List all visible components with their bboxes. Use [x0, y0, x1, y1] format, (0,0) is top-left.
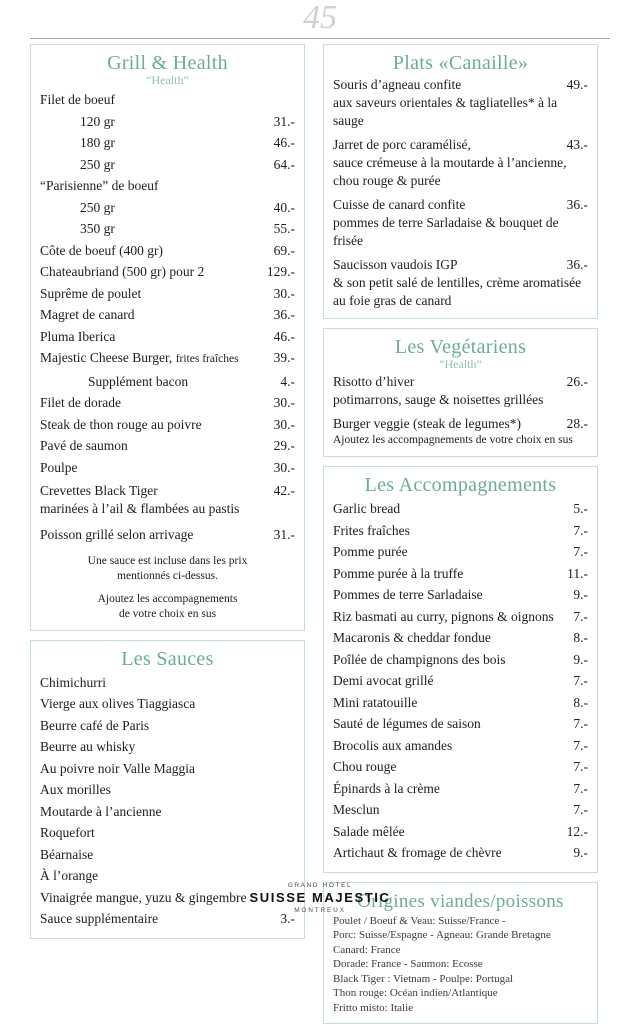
menu-row [40, 672, 295, 694]
footer-line-city: MONTREUX [0, 906, 640, 916]
origin-line: Porc: Suisse/Espagne - Agneau: Grande Bretagne [333, 928, 588, 943]
item-name: Poîlée de champignons des bois [333, 649, 573, 671]
section-title: Grill & Health [40, 51, 295, 76]
item-name: Chimichurri [40, 672, 295, 694]
menu-row [40, 154, 295, 176]
menu-row [40, 326, 295, 348]
item-description: & son petit salé de lentilles, crème aromatisée au foie gras de canard [333, 274, 588, 310]
item-price: 9.- [573, 649, 588, 671]
item-price: 3.- [280, 908, 295, 930]
item-name: Aux morilles [40, 779, 295, 801]
section-accompagnements [323, 466, 598, 873]
item-name: 180 gr [40, 132, 274, 154]
section-title: Les Vegétariens [333, 335, 588, 360]
note-line: de votre choix en sus [40, 607, 295, 622]
note-line: Ajoutez les accompagnements [40, 592, 295, 607]
menu-row [40, 779, 295, 801]
item-name: Pomme purée à la truffe [333, 563, 567, 585]
origin-line: Dorade: France - Saumon: Ecosse [333, 957, 588, 972]
menu-row [40, 801, 295, 823]
item-name: Béarnaise [40, 844, 295, 866]
item-name: 250 gr [40, 197, 274, 219]
item-price: 40.- [274, 197, 295, 219]
menu-row [333, 606, 588, 628]
item-name: Filet de dorade [40, 392, 274, 414]
menu-dish [333, 373, 588, 409]
header-divider [30, 38, 610, 39]
section-note: Ajoutez les accompagnements de votre choix en sus [333, 433, 588, 448]
menu-row [333, 842, 588, 864]
note-line: Une sauce est incluse dans les prix [40, 554, 295, 569]
item-name: Majestic Cheese Burger, frites fraîches [40, 347, 274, 371]
section-grill-health [30, 44, 305, 631]
item-price: 7.- [573, 520, 588, 542]
item-price: 55.- [274, 218, 295, 240]
menu-row [333, 541, 588, 563]
menu-row [40, 304, 295, 326]
item-name: Pommes de terre Sarladaise [333, 584, 573, 606]
item-description: pommes de terre Sarladaise & bouquet de frisée [333, 214, 588, 250]
item-description: aux saveurs orientales & tagliatelles* à la sauge [333, 94, 588, 130]
section-note [40, 592, 295, 622]
item-description: marinées à l’ail & flambées au pastis [40, 500, 295, 518]
item-price: 8.- [573, 692, 588, 714]
page-header [0, 0, 640, 40]
item-name: Chou rouge [333, 756, 573, 778]
menu-dish [333, 196, 588, 250]
item-name: Macaronis & cheddar fondue [333, 627, 573, 649]
item-name: Beurre café de Paris [40, 715, 295, 737]
item-name: Roquefort [40, 822, 295, 844]
item-price: 11.- [567, 563, 588, 585]
item-price: 46.- [274, 326, 295, 348]
item-price: 7.- [573, 735, 588, 757]
page-footer [0, 881, 640, 916]
item-name-detail: frites fraîches [176, 353, 239, 365]
menu-row [40, 457, 295, 479]
menu-row [333, 821, 588, 843]
section-subtitle: “Health” [40, 73, 295, 88]
item-price: 129.- [267, 261, 295, 283]
item-name: 120 gr [40, 111, 274, 133]
origin-line: Poulet / Boeuf & Veau: Suisse/France - [333, 914, 588, 929]
menu-row [40, 414, 295, 436]
item-name: Suprême de poulet [40, 283, 274, 305]
item-name: Mesclun [333, 799, 573, 821]
note-line: mentionnés ci-dessus. [40, 569, 295, 584]
left-column [30, 44, 305, 939]
item-price: 30.- [274, 283, 295, 305]
item-name: Pavé de saumon [40, 435, 274, 457]
section-plats-canaille [323, 44, 598, 319]
item-name: Sauté de légumes de saison [333, 713, 573, 735]
menu-row [40, 844, 295, 866]
menu-row [40, 261, 295, 283]
origin-line: Canard: France [333, 943, 588, 958]
section-title: Origines viandes/poissons [333, 889, 588, 914]
item-name: Poisson grillé selon arrivage [40, 524, 274, 546]
item-price: 36.- [567, 196, 588, 214]
menu-row [40, 392, 295, 414]
item-price: 5.- [573, 498, 588, 520]
item-name: Frites fraîches [333, 520, 573, 542]
item-price: 7.- [573, 541, 588, 563]
menu-row [40, 347, 295, 371]
item-name: Risotto d’hiver [333, 373, 567, 391]
menu-row [333, 670, 588, 692]
origin-line: Fritto misto: Italie [333, 1001, 588, 1016]
menu-row [333, 713, 588, 735]
item-name: Brocolis aux amandes [333, 735, 573, 757]
item-price: 49.- [567, 76, 588, 94]
menu-row [40, 371, 295, 393]
item-name: À l’orange [40, 865, 295, 887]
menu-row [40, 435, 295, 457]
item-price: 29.- [274, 435, 295, 457]
item-price: 9.- [573, 584, 588, 606]
item-name: Vinaigrée mangue, yuzu & gingembre [40, 887, 295, 909]
item-name: Saucisson vaudois IGP [333, 256, 567, 274]
item-name: Poulpe [40, 457, 274, 479]
menu-row [40, 111, 295, 133]
menu-row [40, 218, 295, 240]
item-name: Épinards à la crème [333, 778, 573, 800]
item-price: 12.- [567, 821, 588, 843]
menu-row [333, 627, 588, 649]
menu-row [40, 197, 295, 219]
item-name: Artichaut & fromage de chèvre [333, 842, 573, 864]
item-name: 250 gr [40, 154, 274, 176]
menu-row [333, 520, 588, 542]
menu-dish [40, 482, 295, 518]
item-price: 7.- [573, 778, 588, 800]
section-note [40, 554, 295, 584]
item-name: Salade mêlée [333, 821, 567, 843]
menu-row [40, 283, 295, 305]
item-name: Chateaubriand (500 gr) pour 2 [40, 261, 267, 283]
item-name: Crevettes Black Tiger [40, 482, 274, 500]
item-name: Supplément bacon [40, 371, 280, 393]
menu-row [333, 735, 588, 757]
menu-row [333, 563, 588, 585]
item-name: Garlic bread [333, 498, 573, 520]
menu-row [333, 778, 588, 800]
menu-row [333, 498, 588, 520]
item-price: 26.- [567, 373, 588, 391]
menu-row [40, 736, 295, 758]
item-price: 69.- [274, 240, 295, 262]
menu-row [40, 715, 295, 737]
item-name: Steak de thon rouge au poivre [40, 414, 274, 436]
item-price: 9.- [573, 842, 588, 864]
group-heading: “Parisienne” de boeuf [40, 175, 295, 197]
item-price: 7.- [573, 713, 588, 735]
menu-columns [0, 40, 640, 1024]
item-description: potimarrons, sauge & noisettes grillées [333, 391, 588, 409]
menu-row [333, 649, 588, 671]
page-number: 45 [0, 0, 640, 38]
item-name: Au poivre noir Valle Maggia [40, 758, 295, 780]
item-price: 31.- [274, 524, 295, 546]
origin-line: Thon rouge: Océan indien/Atlantique [333, 986, 588, 1001]
menu-row [333, 584, 588, 606]
item-name: Riz basmati au curry, pignons & oignons [333, 606, 573, 628]
menu-dish [333, 136, 588, 190]
item-name: Côte de boeuf (400 gr) [40, 240, 274, 262]
item-name: Mini ratatouille [333, 692, 573, 714]
item-price: 36.- [567, 256, 588, 274]
item-name: Souris d’agneau confite [333, 76, 567, 94]
menu-row [333, 756, 588, 778]
item-price: 43.- [567, 136, 588, 154]
item-name: Sauce supplémentaire [40, 908, 280, 930]
item-name: Beurre au whisky [40, 736, 295, 758]
item-price: 7.- [573, 670, 588, 692]
footer-line-grand-hotel: GRAND HOTEL [0, 881, 640, 890]
menu-row [333, 692, 588, 714]
item-name: Vierge aux olives Tiaggiasca [40, 693, 295, 715]
item-name: Pomme purée [333, 541, 573, 563]
section-vegetariens [323, 328, 598, 457]
item-name: Jarret de porc caramélisé, [333, 136, 567, 154]
section-subtitle: “Health” [333, 357, 588, 372]
section-title: Les Accompagnements [333, 473, 588, 498]
item-name: Pluma Iberica [40, 326, 274, 348]
menu-dish [333, 256, 588, 310]
menu-row [40, 693, 295, 715]
footer-line-hotel-name: SUISSE MAJESTIC [0, 890, 640, 906]
menu-row [40, 758, 295, 780]
menu-row [40, 240, 295, 262]
item-name: Magret de canard [40, 304, 274, 326]
menu-dish [333, 76, 588, 130]
item-name: Demi avocat grillé [333, 670, 573, 692]
item-price: 46.- [274, 132, 295, 154]
group-heading: Filet de boeuf [40, 89, 295, 111]
item-price: 7.- [573, 606, 588, 628]
item-price: 28.- [567, 415, 588, 433]
item-description: sauce crémeuse à la moutarde à l’ancienne, chou rouge & purée [333, 154, 588, 190]
item-name: 350 gr [40, 218, 274, 240]
item-name: Cuisse de canard confite [333, 196, 567, 214]
item-price: 42.- [274, 482, 295, 500]
item-price: 36.- [274, 304, 295, 326]
menu-dish [333, 415, 588, 448]
origin-line: Black Tiger : Vietnam - Poulpe: Portugal [333, 972, 588, 987]
item-price: 30.- [274, 414, 295, 436]
item-price: 30.- [274, 457, 295, 479]
item-name: Burger veggie (steak de legumes*) [333, 415, 567, 433]
menu-row [40, 132, 295, 154]
menu-row [40, 524, 295, 546]
menu-row [40, 822, 295, 844]
item-price: 39.- [274, 347, 295, 369]
item-price: 7.- [573, 756, 588, 778]
item-price: 7.- [573, 799, 588, 821]
item-price: 4.- [280, 371, 295, 393]
right-column [323, 44, 598, 1024]
item-price: 64.- [274, 154, 295, 176]
item-price: 31.- [274, 111, 295, 133]
item-name: Moutarde à l’ancienne [40, 801, 295, 823]
item-price: 8.- [573, 627, 588, 649]
section-title: Plats «Canaille» [333, 51, 588, 76]
item-price: 30.- [274, 392, 295, 414]
menu-row [333, 799, 588, 821]
section-title: Les Sauces [40, 647, 295, 672]
